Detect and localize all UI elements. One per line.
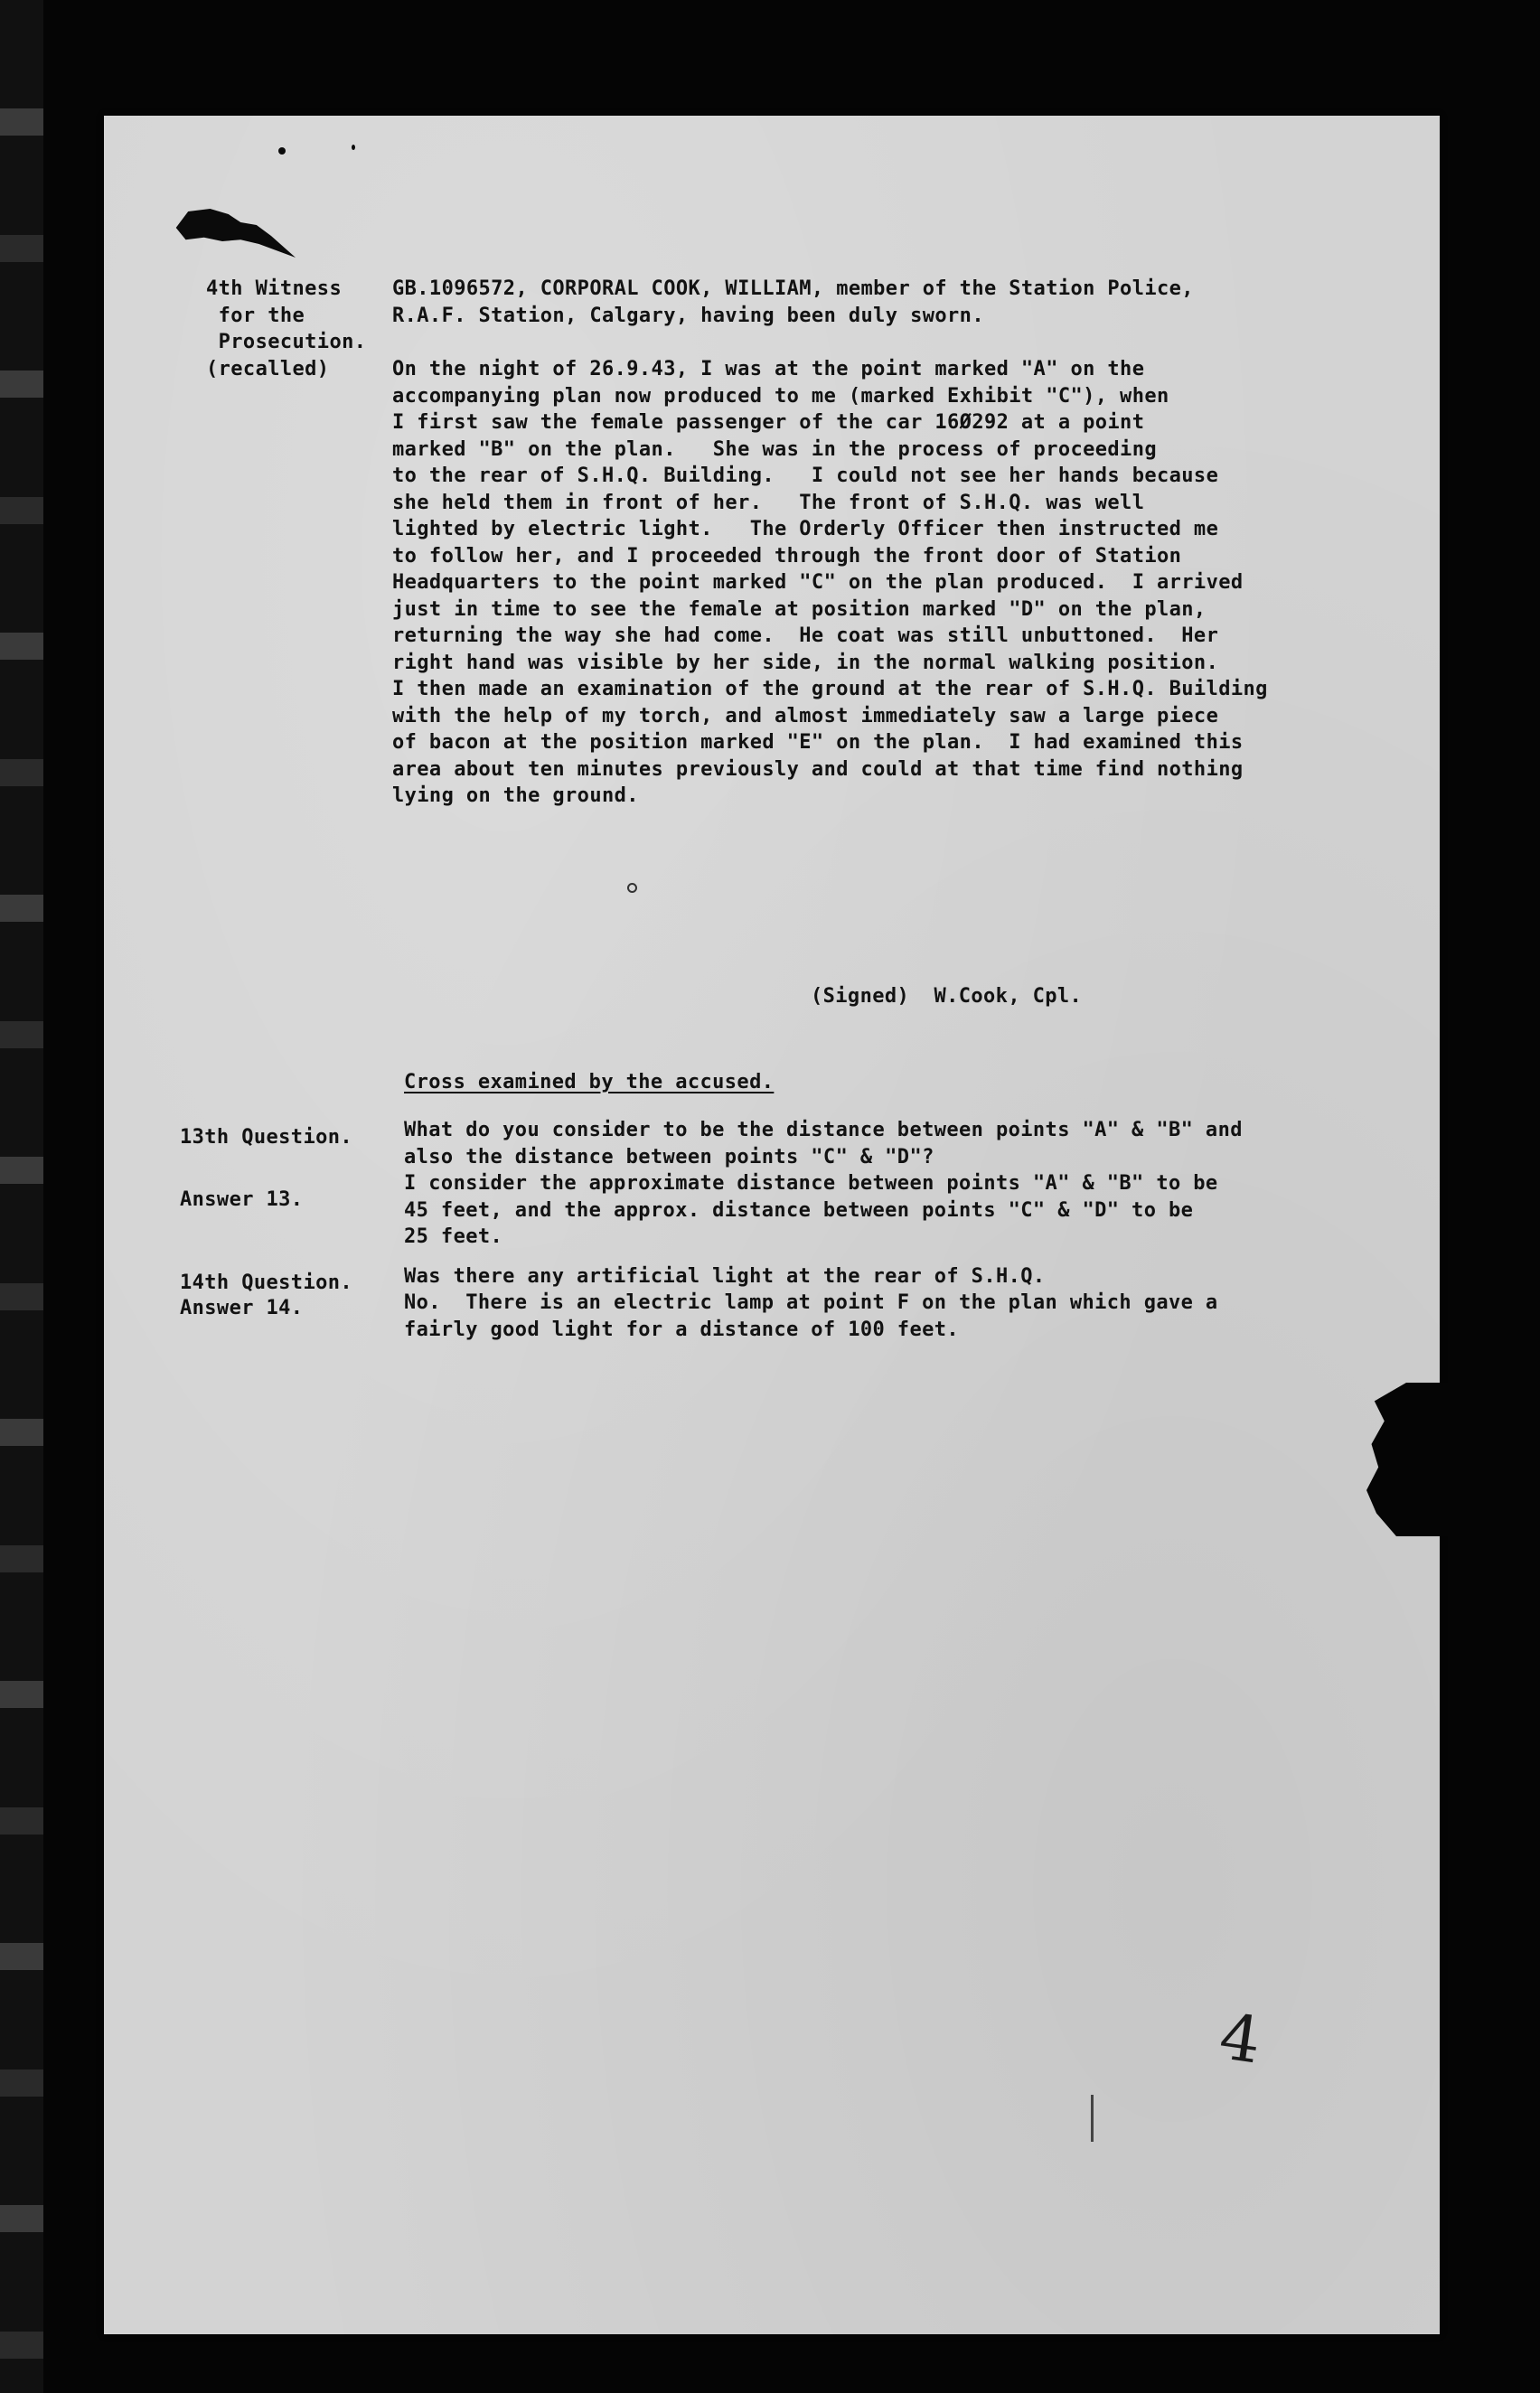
- qa-label: Answer 13.: [180, 1188, 304, 1211]
- torn-edge: [1366, 1383, 1466, 1536]
- witness-statement: On the night of 26.9.43, I was at the point marked "A" on the accompanying plan now produced to me (marked Exhibit "C"), when I first saw the female passenger of the car 16Ø292 at a point marked "B" on the plan. She was in the process of proceeding to the rear of S.H.Q. Building. I could not see her hands because she held them in front of her. The front of S.H.Q. was well lighted by electric light. The Orderly Officer then instructed me to follow her, and I proceeded through the front door of Station Headquarters to the point marked "C" on the plan produced. I arrived just in time to see the female at position marked "D" on the plan, returning the way she had come. He coat was still unbuttoned. Her right hand was visible by her side, in the normal walking position. I then made an examination of the ground at the rear of S.H.Q. Building with the help of my torch, and almost immediately saw a large piece of bacon at the position marked "E" on the plan. I had examined this area about ten minutes previously and could at that time find nothing lying on the ground.: [392, 358, 1268, 807]
- signature-line: (Signed) W.Cook, Cpl.: [811, 985, 1083, 1008]
- page-number: 4: [1215, 1999, 1266, 2079]
- film-edge: [0, 0, 43, 2393]
- stray-mark: [627, 883, 637, 893]
- qa-label: Answer 14.: [180, 1297, 304, 1319]
- pencil-mark: [1091, 2095, 1094, 2142]
- qa-text: No. There is an electric lamp at point F on the plan which gave a fairly good light for a distance of 100 feet.: [404, 1291, 1218, 1341]
- punch-dot: [278, 147, 286, 155]
- witness-header: GB.1096572, CORPORAL COOK, WILLIAM, member of the Station Police, R.A.F. Station, Calgary, having been duly sworn.: [392, 277, 1194, 327]
- qa-label: 13th Question.: [180, 1126, 353, 1149]
- witness-label: 4th Witness for the Prosecution. (recalled): [206, 277, 367, 380]
- qa-text: What do you consider to be the distance between points "A" & "B" and also the distance between points "C" & "D"?: [404, 1119, 1243, 1168]
- qa-text: Was there any artificial light at the rear of S.H.Q.: [404, 1265, 1046, 1288]
- section-title: Cross examined by the accused.: [404, 1071, 775, 1093]
- qa-label: 14th Question.: [180, 1272, 353, 1294]
- punch-dot: [352, 145, 355, 150]
- qa-text: I consider the approximate distance between points "A" & "B" to be 45 feet, and the approx. distance between points "C" & "D" to be 25 feet.: [404, 1172, 1218, 1248]
